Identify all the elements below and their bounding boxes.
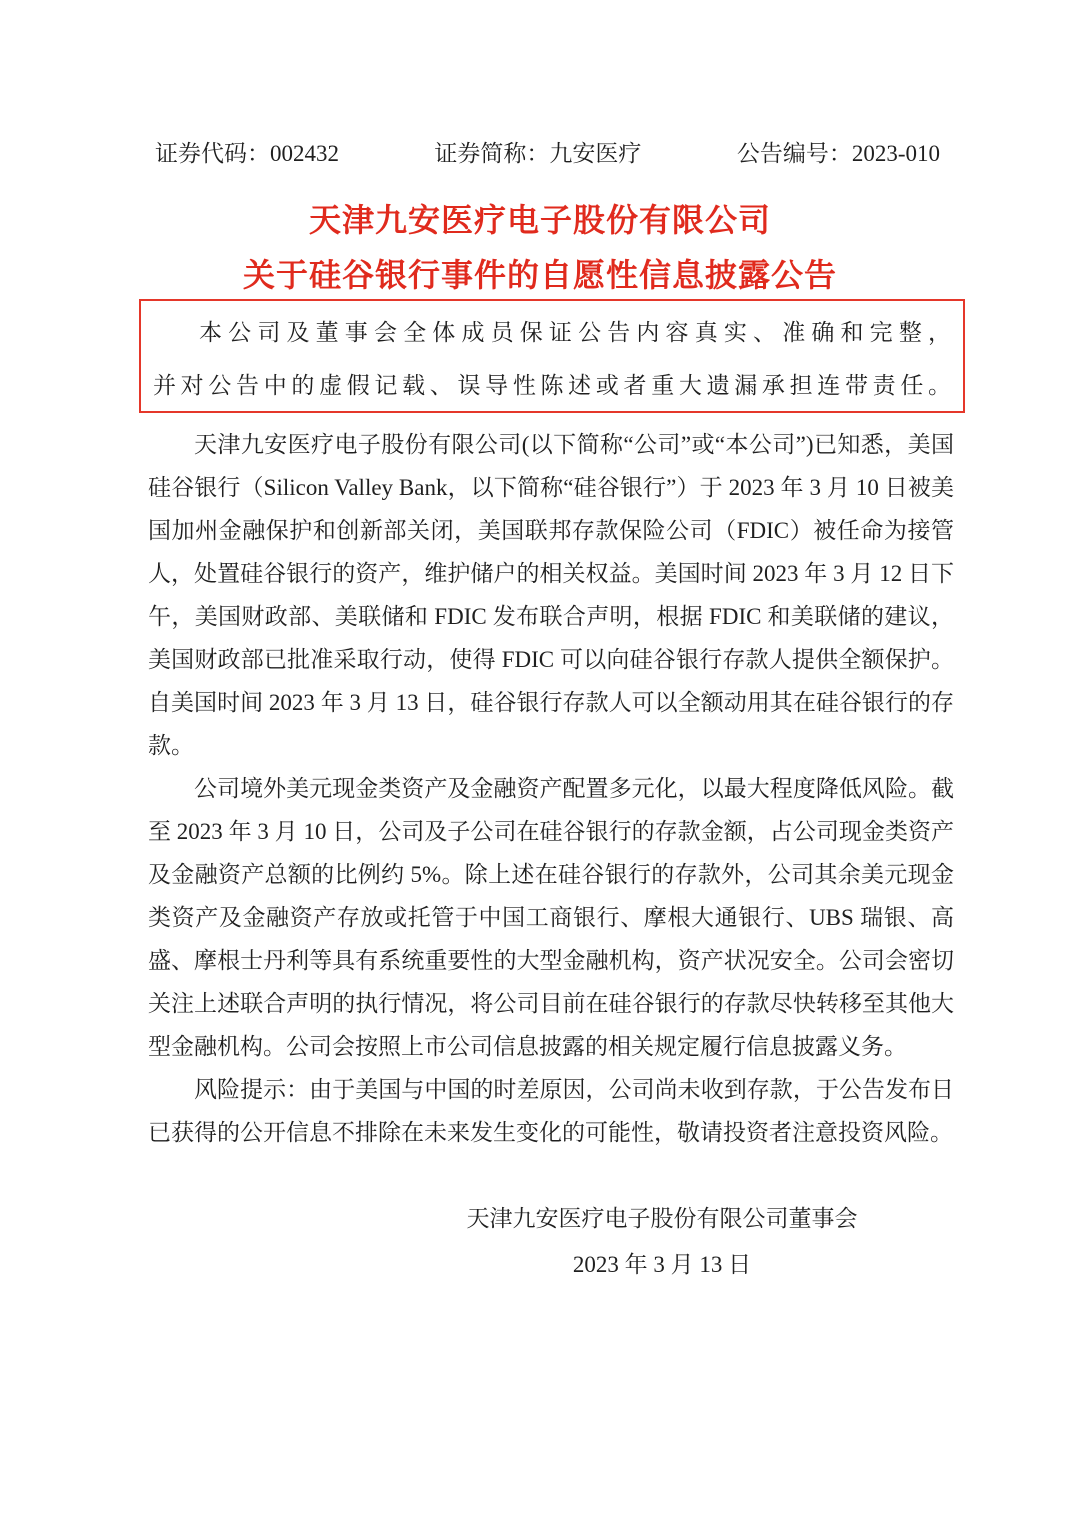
announcement-body — [148, 423, 954, 1154]
stock-code-text: 证券代码：002432 — [155, 141, 339, 166]
board-statement-box — [139, 299, 965, 413]
company-title: 天津九安医疗电子股份有限公司 — [308, 202, 771, 238]
signature-block — [252, 1205, 1072, 1278]
announcement-title: 关于硅谷银行事件的自愿性信息披露公告 — [242, 257, 837, 293]
statement-line-2: 并对公告中的虚假记载、误导性陈述或者重大遗漏承担连带责任。 — [153, 373, 951, 398]
stock-abbr-text: 证券简称：九安医疗 — [434, 141, 642, 166]
statement-line-1: 本公司及董事会全体成员保证公告内容真实、准确和完整， — [199, 320, 951, 345]
paragraph-asset-allocation: 公司境外美元现金类资产及金融资产配置多元化，以最大程度降低风险。截至 2023 年 3 月 10 日，公司及子公司在硅谷银行的存款金额，占公司现金类资产及金融资产总额的比例约 5%。除上述在硅谷银行的存款外，公司其余美元现金类资产及金融资产存放或托管于中国工商银行、摩根大通银行、UBS 瑞银、高盛、摩根士丹利等具有系统重要性的大型金融机构，资产状况安全。公司会密切关注上述联合声明的执行情况，将公司目前在硅谷银行的存款尽快转移至其他大型金融机构。公司会按照上市公司信息披露的相关规定履行信息披露义务。 — [148, 776, 954, 1059]
announcement-date-text: 2023 年 3 月 13 日 — [572, 1252, 752, 1277]
paragraph-risk-warning: 风险提示：由于美国与中国的时差原因，公司尚未收到存款，于公告发布日已获得的公开信息不排除在未来发生变化的可能性，敬请投资者注意投资风险。 — [148, 1077, 954, 1145]
board-signature-text: 天津九安医疗电子股份有限公司董事会 — [466, 1206, 858, 1231]
securities-meta-line — [155, 140, 940, 168]
announcement-number-text: 公告编号：2023-010 — [736, 141, 940, 166]
paragraph-svb-event: 天津九安医疗电子股份有限公司(以下简称“公司”或“本公司”)已知悉，美国硅谷银行（Silicon Valley Bank，以下简称“硅谷银行”）于 2023 年 3 月 10 日被美国加州金融保护和创新部关闭，美国联邦存款保险公司（FDIC）被任命为接管人，处置硅谷银行的资产，维护储户的相关权益。美国时间 2023 年 3 月 12 日下午，美国财政部、美联储和 FDIC 发布联合声明，根据 FDIC 和美联储的建议，美国财政部已批准采取行动，使得 FDIC 可以向硅谷银行存款人提供全额保护。自美国时间 2023 年 3 月 13 日，硅谷银行存款人可以全额动用其在硅谷银行的存款。 — [148, 432, 954, 758]
